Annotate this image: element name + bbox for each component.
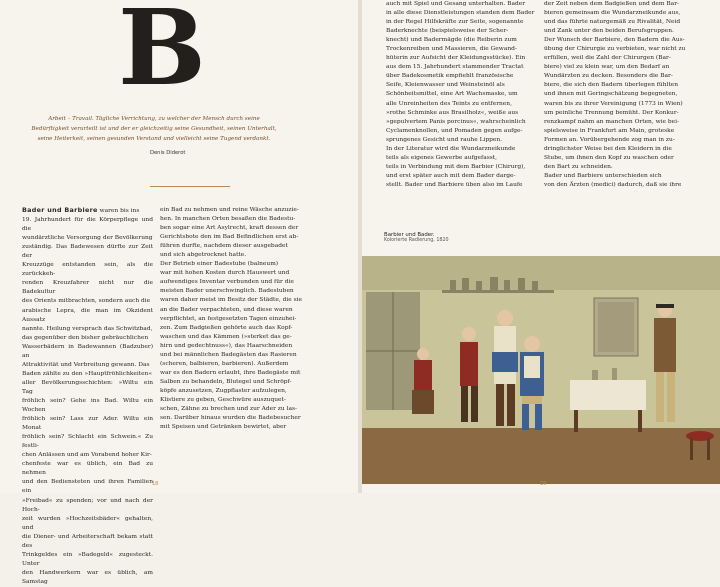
text-line: 19. Jahrhundert für die Körperpflege und die — [22, 217, 153, 233]
text-line: waren daher meist im Besitz der Städte, die sie — [160, 297, 303, 304]
text-line: aufwendiges Inventar verbunden und für die — [160, 279, 294, 286]
text-line: des Orients mitbrachten, sondern auch die — [22, 298, 151, 305]
text-line: Wundärzten zu decken. Besonders die Bar- — [544, 73, 673, 80]
text-line: die Diener- und Arbeiterschaft bekam statt des — [22, 533, 153, 549]
text-line: meisten Bader unerschwinglich. Badestuben — [160, 288, 294, 295]
text-line: stellt. Bader und Barbiere üben also im Laufe — [386, 181, 523, 188]
text-line: »gepulvertem Panis porcinus«, wahrscheinlich — [386, 118, 526, 125]
picture-canvas — [598, 302, 634, 352]
text-line: fröhlich sein? Schlacht ein Schwein.« Zu festli- — [22, 434, 153, 450]
text-column-3 — [386, 0, 538, 190]
text-line: Baderknechte (beispielsweise der Scher- — [386, 28, 509, 35]
text-line: hen. In manchen Orten besaßen die Badestu- — [160, 216, 296, 223]
text-line: dringlichster Weise bei den Kleidern in die — [544, 145, 672, 152]
text-line: waren bis zu ihrer Vereinigung (1773 in Wien) — [544, 100, 683, 107]
text-line: Formen an. Vorübergehende zog man in zu- — [544, 136, 675, 143]
text-line: köpfe anzusetzen, Zugpflaster aufzulegen, — [160, 387, 287, 394]
text-line: schen, Zähne zu brechen und zur Ader zu las- — [160, 406, 297, 413]
text-line: (scheren, balbieren, barbieren). Außerdem — [160, 360, 289, 367]
text-line: waren bis ins — [99, 208, 140, 214]
left-page — [0, 0, 358, 585]
lead-in: Bader und Barbiere — [22, 206, 98, 214]
text-line: Salben zu behandeln, Blutegel und Schröpf- — [160, 378, 292, 385]
page-number-right: 19 — [540, 481, 547, 487]
text-line: »Freibad« zu spenden; vor und nach der Hoch- — [22, 497, 153, 513]
text-line: Wasserbädern in Badewannen (Badzuber) an — [22, 343, 153, 359]
figure-caption — [384, 232, 449, 243]
text-line: um peinliche Trennung bemüht. Der Konkur- — [544, 109, 679, 116]
text-line: hüterin zur Aufsicht der Kleidungsstücke). Ein — [386, 55, 526, 62]
initial-letter: B — [118, 0, 206, 109]
text-line: über Badekosmetik empfiehlt französische — [386, 73, 514, 80]
epigraph-line: Bedürftigkeit verurteilt ist und der er gleichzeitig seine Gesundheit, seinen Unterhalt, — [31, 126, 277, 132]
text-line: Der Betrieb einer Badestube (balneum) — [160, 261, 279, 268]
text-line: der Zeit neben dem Badgießen und dem Bar- — [544, 1, 679, 7]
text-line: Gerichtsbote den im Bad Befindlichen erst ab- — [160, 234, 299, 241]
text-line: an die Bader verpachteten, und diese waren — [160, 306, 293, 313]
epigraph-author: Denis Diderot — [150, 150, 186, 156]
text-line: hirn und gedechtnuss«), das Haarschneiden — [160, 342, 293, 349]
text-line: Klistiere zu geben, Geschwüre auszuquet- — [160, 396, 286, 403]
epigraph-line: seine Heiterkeit, seinen gesunden Verstand und vielleicht seine Tugend verdankt. — [37, 136, 271, 142]
text-line: renden Kreuzfahrer nicht nur die Badekultur — [22, 280, 153, 296]
text-line: waschen und das Kämmen (»sterket das ge- — [160, 333, 292, 340]
text-line: chenfeste war es üblich, ein Bad zu nehmen — [22, 461, 153, 477]
text-line: und erst später auch mit dem Bader darge- — [386, 172, 516, 179]
text-line: Attraktivität und Verbreitung gewann. Das — [22, 361, 150, 368]
text-line: nannte. Heilung versprach das Schwitzbad, — [22, 325, 153, 332]
text-line: sprungenes Gesicht und rauhe Lippen. — [386, 136, 503, 143]
text-line: arabische Lepra, die man im Okzident Aussatz — [22, 307, 153, 323]
text-line: das gegenüber den bisher gebräuchlichen — [22, 334, 149, 341]
divider-rule — [150, 186, 230, 187]
text-line: renzkampf nahm an manchen Orten, wie bei- — [544, 118, 680, 125]
text-line: und sich abgetrocknet hatte. — [160, 252, 247, 259]
text-line: teils in Verbindung mit dem Barbier (Chirurg), — [386, 163, 526, 170]
text-column-2 — [160, 206, 310, 432]
text-line: erfüllen, weil die Zahl der Chirurgen (Bar- — [544, 55, 671, 62]
text-line: Kreuzzüge entstanden sein, als die zurückkeh- — [22, 262, 153, 278]
text-line: Bader und Barbiere unterschieden sich — [544, 172, 662, 179]
text-line: Trockenreiben und Massieren, die Gewand- — [386, 46, 517, 53]
text-line: und das führte naturgemäß zu Rivalität, Neid — [544, 19, 681, 26]
text-line: biere) viel zu klein war, um den Bedarf an — [544, 64, 670, 71]
text-line: Trinkgeldes ein »Badegeld« zugesteckt. Unter — [22, 551, 153, 567]
text-line: übung der Chirurgie zu verbieten, war nicht zu — [544, 46, 686, 53]
text-line: sen. Darüber hinaus wurden die Badebesucher — [160, 415, 301, 422]
text-line: Stube, um ihnen den Kopf zu waschen oder — [544, 154, 674, 161]
text-line: Schönheitsmittel, eine Art Wachsmaske, um — [386, 91, 518, 98]
text-line: Cyclamenknollen, und Pomaden gegen aufge- — [386, 127, 523, 134]
text-line: fröhlich sein? Lass zur Ader. Wiltu ein Monat — [22, 416, 153, 432]
text-line: in alle diese Dienstleistungen standen dem Bader — [386, 10, 535, 17]
text-line: und bei männlichen Badegästen das Rasieren — [160, 351, 297, 358]
text-line: war es den Badern erlaubt, ihre Badegäste mit — [160, 369, 301, 376]
floor — [362, 428, 720, 484]
page-number-left: 18 — [152, 481, 159, 487]
text-line: fröhlich sein? Gehe ins Bad. Wiltu ein Wochen — [22, 397, 153, 414]
text-line: und Zank unter den beiden Berufsgruppen. — [544, 28, 674, 35]
text-line: wundärztliche Versorgung der Bevölkerung — [22, 235, 153, 242]
text-line: und ihnen mit Geringschätzung begegneten, — [544, 91, 678, 98]
text-line: mit Speisen und Getränken bewirtet, aber — [160, 424, 287, 431]
text-line: aller Bevölkerungsschichten: »Wiltu ein Tag — [22, 379, 153, 395]
text-line: verpflichtet, an festgesetzten Tagen einzuhei- — [160, 315, 297, 322]
text-line: auch mit Spiel und Gesang unterhalten. Bader — [386, 1, 526, 7]
text-line: Der Wunsch der Barbiere, den Badern die Aus- — [544, 37, 685, 44]
text-line: spielsweise in Frankfurt am Main, groteske — [544, 127, 675, 134]
text-line: den Handwerkern war es üblich, am Samstag — [22, 569, 153, 585]
text-line: In der Literatur wird die Wundarzneikunde — [386, 145, 516, 152]
text-line: aus dem 15. Jahrhundert stammender Tractat — [386, 64, 524, 71]
text-line: Seife, Kleienwasser und Weinsteinöl als — [386, 82, 505, 89]
text-line: in der Regel Hilfskräfte zur Seite, sogenannte — [386, 19, 524, 26]
text-line: von den Ärzten (medici) dadurch, daß sie ihre — [544, 181, 682, 188]
text-line: ein Bad zu nehmen und reine Wäsche anzuzie- — [160, 207, 299, 213]
text-line: zeit wurden »Hochzeitsbäder« gehalten, und — [22, 515, 153, 531]
text-line: biere, die sich den Badern überlegen fühlten — [544, 82, 679, 89]
text-line: führen durfte, nachdem dieser ausgebadet — [160, 243, 288, 250]
text-line: war mit hohen Kosten durch Hauswert und — [160, 270, 290, 277]
text-line: bieren gemeinsam die Wundarzneikunde aus, — [544, 10, 681, 17]
text-line: ben sogar eine Art Asylrecht, kraft dessen der — [160, 225, 299, 232]
caption-title: Barbier und Bader. — [384, 232, 435, 238]
right-page — [362, 0, 720, 493]
text-line: Baden zählte zu den »Hauptfröhlichkeiten« — [22, 370, 153, 377]
text-line: den Bart zu schneiden. — [544, 163, 613, 170]
text-line: »rothe Schminke aus Brasilholz«, weiße aus — [386, 109, 519, 116]
text-line: und den Bediensteten und ihren Familien ein — [22, 479, 153, 495]
epigraph-line: Arbeit – Travail. Tägliche Verrichtung, zu welcher der Mensch durch seine — [48, 116, 260, 122]
text-line: teils als eigenes Gewerbe aufgefasst, — [386, 154, 497, 161]
ceiling-band — [362, 256, 720, 290]
text-line: zuständig. Das Badewesen dürfte zur Zeit der — [22, 244, 153, 260]
text-line: knecht) und Badermägde (die Reiberin zum — [386, 37, 517, 44]
text-line: alle Unreinheiten des Teints zu entfernen, — [386, 100, 512, 107]
caption-subtitle: Kolorierte Radierung, 1820 — [384, 238, 449, 243]
text-line: chen Anlässen und am Vorabend hoher Kir- — [22, 452, 152, 459]
text-column-1 — [22, 206, 153, 587]
barber-illustration — [362, 256, 720, 484]
text-line: zen. Zum Badgießen gehörte auch das Kopf- — [160, 324, 293, 331]
text-column-4 — [544, 0, 696, 190]
epigraph — [26, 114, 282, 144]
